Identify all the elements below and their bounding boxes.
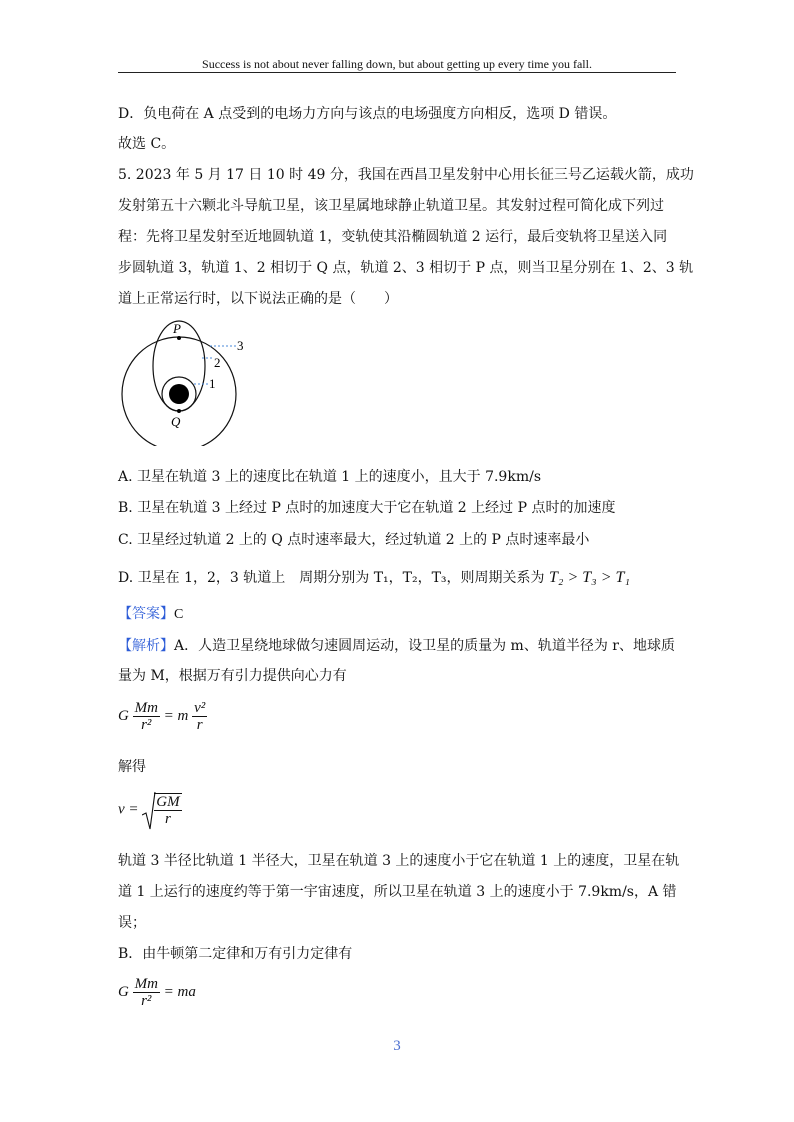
analysis-line-1 bbox=[118, 637, 675, 655]
analysis-line-3: 轨道 3 半径比轨道 1 半径大，卫星在轨道 3 上的速度小于它在轨道 1 上的速度，卫星在轨 bbox=[118, 853, 680, 869]
formula-1-eq: = m bbox=[163, 707, 189, 724]
label-1: 1 bbox=[209, 376, 216, 391]
point-Q bbox=[177, 409, 181, 413]
option-b: B. 卫星在轨道 3 上经过 P 点时的加速度大于它在轨道 2 上经过 P 点时的加速度 bbox=[118, 500, 616, 516]
formula-velocity bbox=[118, 793, 182, 827]
formula-3-G: G bbox=[118, 983, 129, 1000]
label-3: 3 bbox=[237, 338, 244, 353]
formula-1-frac-left bbox=[133, 700, 160, 733]
formula-2-sqrt bbox=[142, 793, 181, 827]
analysis-line-2: 量为 M，根据万有引力提供向心力有 bbox=[118, 668, 347, 684]
option-d-relation: T₂ > T₃ > T₁ bbox=[549, 569, 630, 586]
answer-line bbox=[118, 605, 183, 624]
formula-3-rhs: = ma bbox=[163, 983, 196, 1000]
answer-value: C bbox=[174, 607, 184, 622]
formula-1-num-right: v² bbox=[194, 700, 206, 716]
analysis-line-4: 道 1 上运行的速度约等于第一宇宙速度，所以卫星在轨道 3 上的速度小于 7.9km/s，A 错 bbox=[118, 884, 677, 900]
question-line-4: 步圆轨道 3，轨道 1、2 相切于 Q 点，轨道 2、3 相切于 P 点，则当卫星分别在 1、2、3 轨 bbox=[118, 260, 694, 276]
formula-1-den-right: r bbox=[196, 717, 203, 733]
formula-3-den: r² bbox=[141, 993, 152, 1009]
point-P bbox=[177, 336, 181, 340]
formula-1-den-left: r² bbox=[141, 717, 152, 733]
formula-1-frac-right bbox=[192, 700, 207, 733]
option-c: C. 卫星经过轨道 2 上的 Q 点时速率最大，经过轨道 2 上的 P 点时速率最小 bbox=[118, 532, 590, 548]
analysis-b-line: B．由牛顿第二定律和万有引力定律有 bbox=[118, 946, 353, 962]
orbit-diagram bbox=[118, 318, 258, 446]
formula-2-num: GM bbox=[156, 794, 180, 810]
page-header-motto: Success is not about never falling down, but about getting up every time you fall. bbox=[202, 57, 592, 71]
question-line-2: 发射第五十六颗北斗导航卫星，该卫星属地球静止轨道卫星。其发射过程可简化成下列过 bbox=[118, 198, 664, 214]
formula-1-num-left: Mm bbox=[134, 700, 158, 716]
label-P: P bbox=[173, 321, 181, 336]
formula-1-G: G bbox=[118, 707, 129, 724]
formula-2-den: r bbox=[165, 811, 171, 827]
question-line-3: 程：先将卫星发射至近地圆轨道 1，变轨使其沿椭圆轨道 2 运行，最后变轨将卫星送入同 bbox=[118, 229, 668, 245]
option-d bbox=[118, 569, 630, 587]
option-a: A. 卫星在轨道 3 上的速度比在轨道 1 上的速度小，且大于 7.9km/s bbox=[118, 469, 541, 485]
formula-3-frac bbox=[133, 976, 160, 1009]
question-line-1: 5. 2023 年 5 月 17 日 10 时 49 分，我国在西昌卫星发射中心用长征三号乙运载火箭，成功 bbox=[118, 167, 694, 183]
answer-tag: 【答案】 bbox=[118, 606, 174, 622]
formula-gravity-centripetal bbox=[118, 700, 207, 733]
page-number: 3 bbox=[393, 1038, 401, 1054]
analysis-a-text: A．人造卫星绕地球做匀速圆周运动，设卫星的质量为 m、轨道半径为 r、地球质 bbox=[174, 638, 675, 654]
formula-newton-gravity bbox=[118, 976, 196, 1009]
analysis-tag: 【解析】 bbox=[118, 638, 174, 654]
label-Q: Q bbox=[171, 414, 181, 429]
header-rule bbox=[118, 72, 676, 73]
question-line-5: 道上正常运行时，以下说法正确的是（ ） bbox=[118, 291, 398, 307]
earth-disc bbox=[169, 384, 189, 404]
formula-2-frac bbox=[154, 793, 181, 827]
solve-line: 解得 bbox=[118, 759, 146, 775]
formula-2-lhs: v = bbox=[118, 801, 139, 818]
formula-3-num: Mm bbox=[134, 976, 158, 992]
label-2: 2 bbox=[214, 355, 221, 370]
analysis-line-5: 误； bbox=[118, 915, 146, 931]
option-d-text: D. 卫星在 1，2，3 轨道上 周期分别为 T₁，T₂，T₃，则周期关系为 bbox=[118, 570, 549, 586]
conclusion-line: 故选 C。 bbox=[118, 136, 176, 152]
option-d-previous: D．负电荷在 A 点受到的电场力方向与该点的电场强度方向相反，选项 D 错误。 bbox=[118, 106, 617, 122]
